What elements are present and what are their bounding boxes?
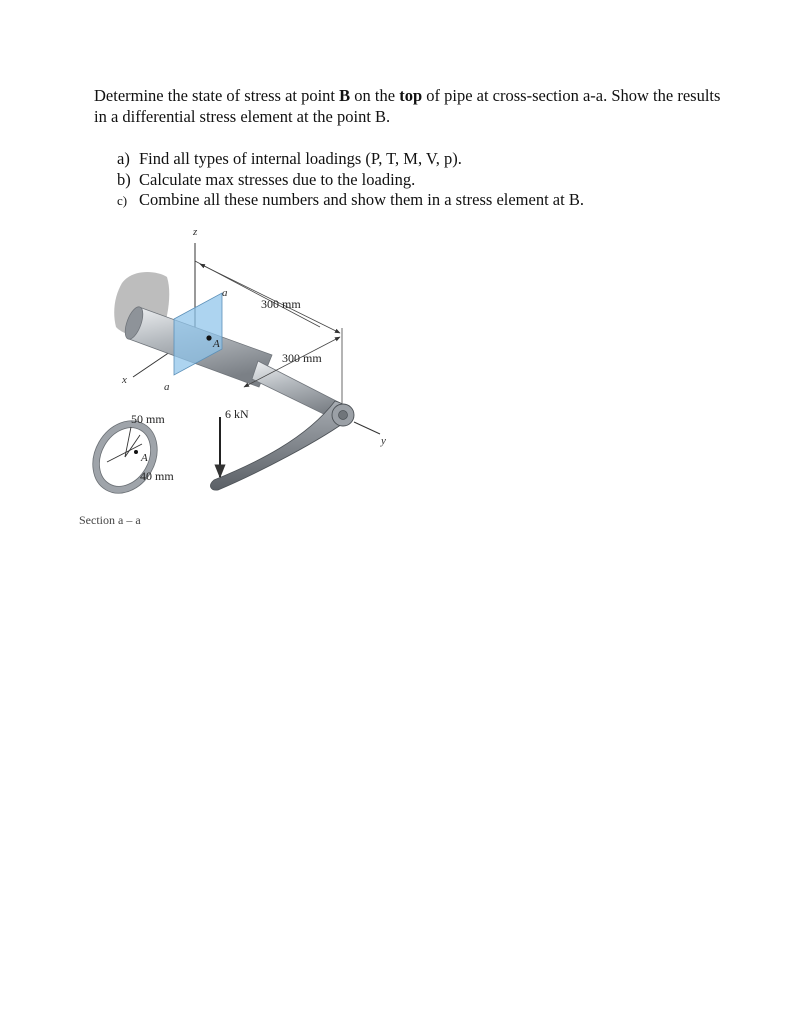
dimension-300mm-2: 300 mm [282,351,322,365]
task-item [117,170,584,191]
top-emphasis: top [399,86,423,105]
task-item [117,149,584,170]
section-point-a-label: A [141,452,148,464]
y-axis [354,422,380,434]
problem-intro-1: Determine the state of stress at point [94,86,340,105]
task-item [117,190,584,212]
section-point-a [134,450,138,454]
section-mark-bottom: a [164,381,170,393]
x-axis-label: x [122,374,127,386]
inner-dim-label: 40 mm [140,469,174,483]
problem-intro-3: of pipe at cross-section a-a. Show the results in a differential stress element at the point B. [94,86,721,126]
task-marker: b) [117,169,131,189]
lever-hub-inner [339,411,348,420]
dimension-300mm-1: 300 mm [261,297,301,311]
pipe-figure [0,215,791,545]
task-text: Find all types of internal loadings (P, T, M, V, p). [139,149,462,168]
problem-intro-2: on the [350,86,400,105]
task-list [117,149,584,212]
task-text: Calculate max stresses due to the loading. [139,169,416,189]
z-axis-label: z [193,226,198,238]
problem-statement [94,85,734,127]
y-axis-label: y [381,435,386,447]
section-caption: Section a – a [79,513,141,527]
task-marker: c) [117,193,128,208]
force-label: 6 kN [225,407,249,421]
task-marker: a) [117,149,130,168]
problem-text [94,85,734,127]
task-text: Combine all these numbers and show them in a stress element at B. [139,190,584,209]
section-mark-top: a [222,287,228,299]
outer-dim-label: 50 mm [131,412,165,426]
point-a-label: A [213,338,220,350]
point-a-marker [206,335,211,340]
point-b-label: B [339,86,351,105]
